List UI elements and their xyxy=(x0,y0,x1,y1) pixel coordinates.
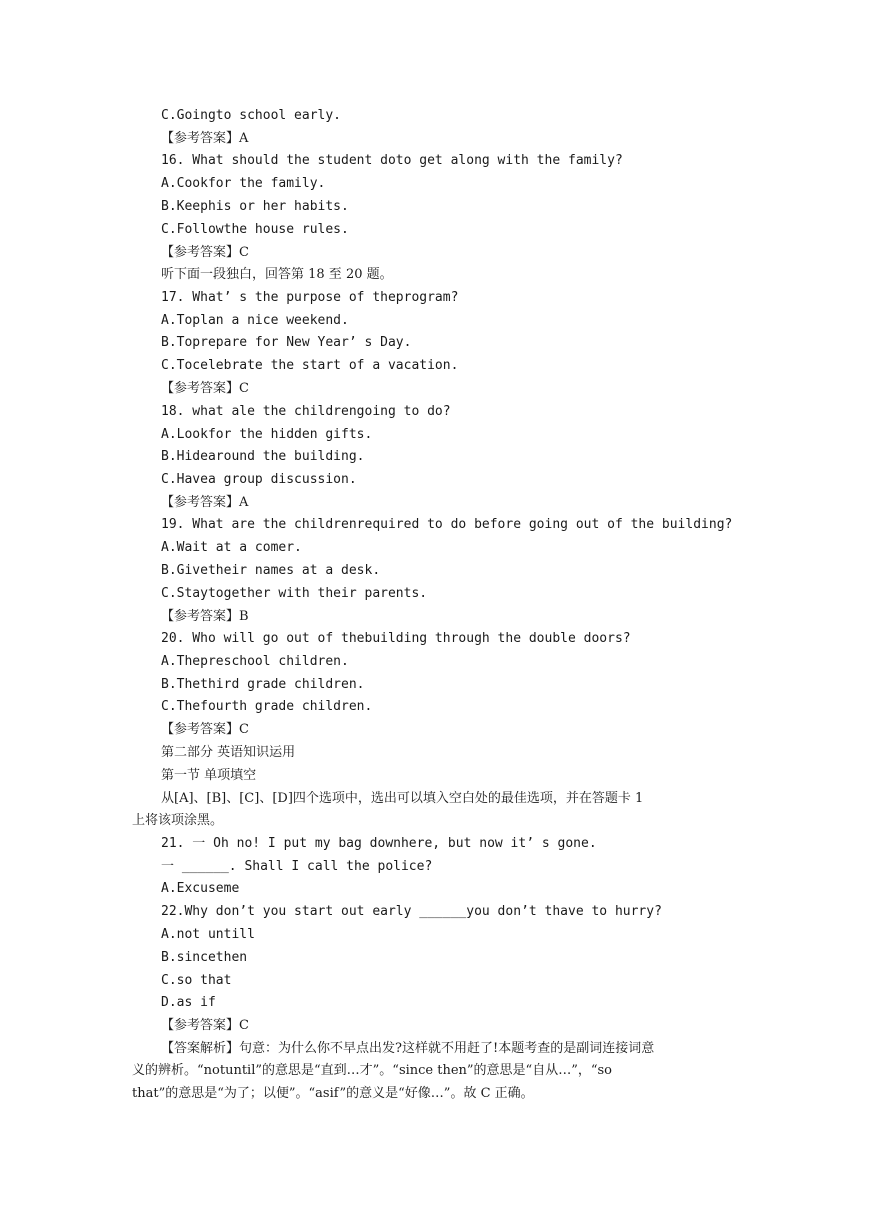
option-line: D.as if xyxy=(161,995,216,1010)
instruction-line: 上将该项涂黑。 xyxy=(132,813,224,828)
option-line: B.Toprepare for New Year’ s Day. xyxy=(161,335,412,350)
explanation-line: 义的辨析。“notuntil”的意思是“直到…才”。“since then”的意思是“自从…”，“so xyxy=(132,1063,612,1078)
option-line: A.Lookfor the hidden gifts. xyxy=(161,427,373,442)
question-20: 20. Who will go out of thebuilding through the double doors? xyxy=(161,631,631,646)
question-22: 22.Why don’t you start out early ______you don’t thave to hurry? xyxy=(161,904,662,919)
option-line: C.Goingto school early. xyxy=(161,108,342,123)
option-line: C.Staytogether with their parents. xyxy=(161,586,428,601)
question-19: 19. What are the childrenrequired to do before going out of the building? xyxy=(161,517,733,532)
section-heading: 第一节 单项填空 xyxy=(161,768,257,783)
option-line: B.Hidearound the building. xyxy=(161,449,365,464)
answer-key-line: 【参考答案】B xyxy=(161,609,249,624)
option-line: B.sincethen xyxy=(161,950,248,965)
question-17: 17. What’ s the purpose of theprogram? xyxy=(161,290,459,305)
option-line: C.Havea group discussion. xyxy=(161,472,357,487)
question-21: 21. 一 Oh no! I put my bag downhere, but now it’ s gone. xyxy=(161,836,597,851)
option-line: A.Excuseme xyxy=(161,881,240,896)
section-instruction: 听下面一段独白，回答第 18 至 20 题。 xyxy=(161,267,393,282)
option-line: C.so that xyxy=(161,973,232,988)
explanation-line: that”的意思是“为了；以便”。“asif”的意义是“好像…”。故 C 正确。 xyxy=(132,1086,534,1101)
answer-key-line: 【参考答案】A xyxy=(161,131,249,146)
option-line: A.Cookfor the family. xyxy=(161,176,326,191)
question-18: 18. what ale the childrengoing to do? xyxy=(161,404,451,419)
answer-key-line: 【参考答案】C xyxy=(161,1018,249,1033)
answer-key-line: 【参考答案】A xyxy=(161,495,249,510)
option-line: A.not untill xyxy=(161,927,255,942)
option-line: A.Thepreschool children. xyxy=(161,654,349,669)
question-16: 16. What should the student doto get along with the family? xyxy=(161,153,623,168)
option-line: A.Toplan a nice weekend. xyxy=(161,313,349,328)
answer-key-line: 【参考答案】C xyxy=(161,722,249,737)
answer-key-line: 【参考答案】C xyxy=(161,381,249,396)
explanation-line: 【答案解析】句意：为什么你不早点出发?这样就不用赶了!本题考查的是副词连接词意 xyxy=(161,1041,655,1056)
option-line: C.Tocelebrate the start of a vacation. xyxy=(161,358,459,373)
option-line: C.Followthe house rules. xyxy=(161,222,349,237)
dialogue-line: 一 ______. Shall I call the police? xyxy=(161,859,433,874)
instruction-line: 从[A]、[B]、[C]、[D]四个选项中，选出可以填入空白处的最佳选项，并在答题卡 1 xyxy=(161,791,644,806)
option-line: C.Thefourth grade children. xyxy=(161,699,373,714)
option-line: B.Givetheir names at a desk. xyxy=(161,563,381,578)
option-line: B.Keephis or her habits. xyxy=(161,199,349,214)
part-heading: 第二部分 英语知识运用 xyxy=(161,745,296,760)
answer-key-line: 【参考答案】C xyxy=(161,245,249,260)
option-line: A.Wait at a comer. xyxy=(161,540,302,555)
option-line: B.Thethird grade children. xyxy=(161,677,365,692)
